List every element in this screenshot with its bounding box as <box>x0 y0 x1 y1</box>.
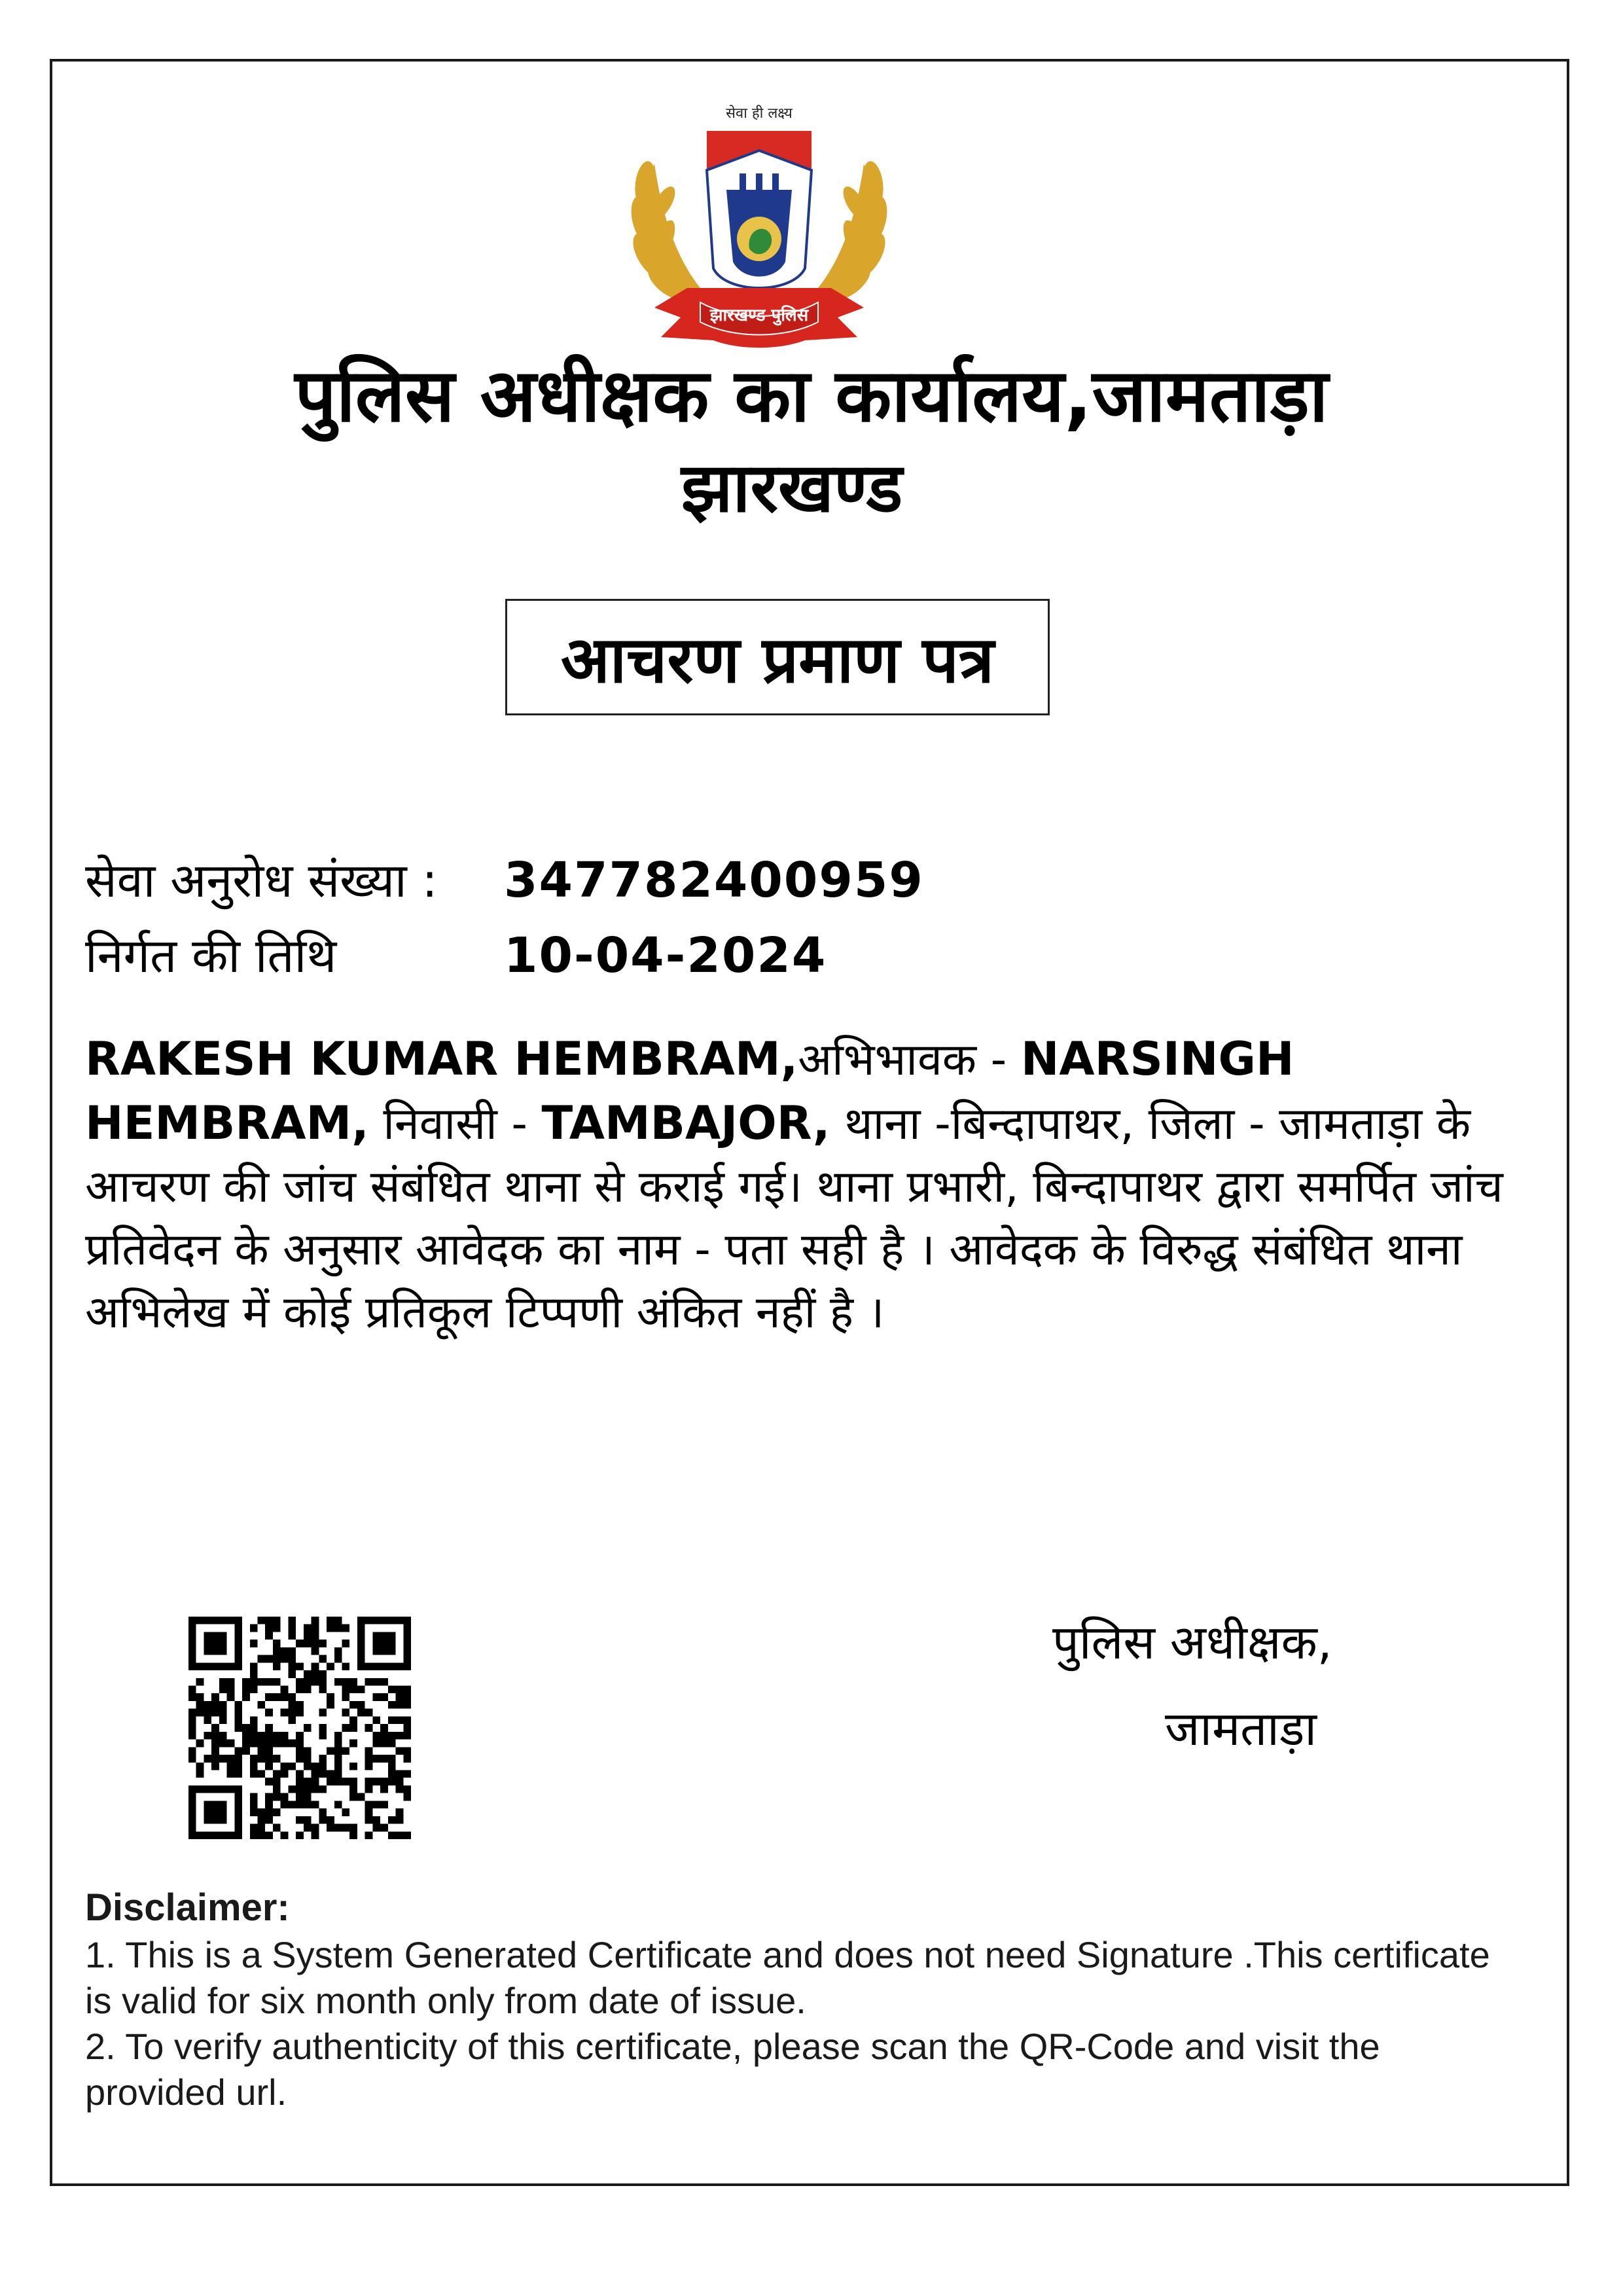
office-heading: पुलिस अधीक्षक का कार्यालय,जामताड़ा <box>294 353 1329 439</box>
disclaimer-point-2: 2. To verify authenticity of this certificate, please scan the QR-Code and visit the provided url. <box>85 2026 1380 2113</box>
disclaimer-section <box>85 1885 1525 2115</box>
jharkhand-police-emblem <box>609 92 910 367</box>
qr-code[interactable] <box>188 1613 411 1842</box>
disclaimer-heading: Disclaimer: <box>85 1886 290 1929</box>
state-heading: झारखण्ड <box>681 448 903 528</box>
signatory-location: जामताड़ा <box>1165 1701 1317 1756</box>
disclaimer-point-1: 1. This is a System Generated Certificate and does not need Signature .This certificate is valid for six month only from date of issue. <box>85 1934 1490 2021</box>
signatory-designation: पुलिस अधीक्षक, <box>1052 1615 1332 1670</box>
request-number-value: 347782400959 <box>504 852 924 908</box>
village-name: TAMBAJOR, <box>541 1096 830 1150</box>
certificate-body <box>85 1028 1544 1344</box>
request-number-row <box>85 851 924 910</box>
body-statement: थाना -बिन्दापाथर, जिला - जामताड़ा के आचरण की जांच संबंधित थाना से कराई गई। थाना प्रभारी, बिन्दापाथर द्वारा समर्पित जांच प्रतिवेदन के अनुसार आवेदक का नाम - पता सही है । आवेदक के विरुद्ध संबंधित थाना अभिलेख में कोई प्रतिकूल टिप्पणी अंकित नहीं है । <box>85 1098 1503 1338</box>
certificate-title-box <box>505 599 1050 715</box>
emblem-ribbon-text: झारखण्ड पुलिस <box>709 306 809 325</box>
resident-label: निवासी - <box>368 1098 542 1150</box>
guardian-name: NARSINGH HEMBRAM, <box>85 1032 1294 1150</box>
issue-date-label: निर्गत की तिथि <box>85 928 337 983</box>
certificate-title: आचरण प्रमाण पत्र <box>561 623 994 698</box>
issue-date-value: 10-04-2024 <box>504 927 827 984</box>
request-number-label: सेवा अनुरोध संख्या : <box>85 853 438 908</box>
emblem-motto: सेवा ही लक्ष्य <box>726 105 793 122</box>
applicant-name: RAKESH KUMAR HEMBRAM, <box>85 1032 798 1086</box>
issue-date-row <box>85 926 827 985</box>
guardian-label: अभिभावक - <box>798 1034 1021 1086</box>
